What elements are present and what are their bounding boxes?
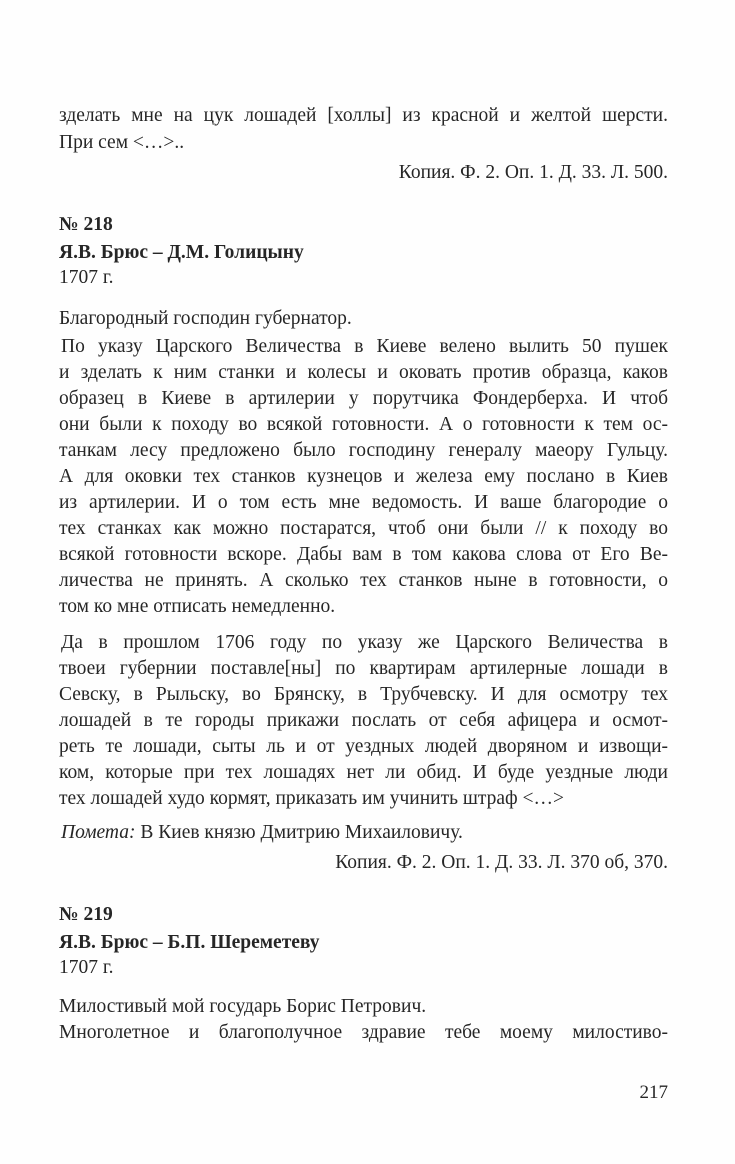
doc218-source-citation: Копия. Ф. 2. Оп. 1. Д. 33. Л. 370 об, 370. (335, 852, 668, 873)
doc218-para2-line: Севску, в Рыльску, во Брянску, в Трубчевску. И для осмотру тех (59, 684, 668, 705)
doc218-para2-line: лошадей в те городы прикажи послать от себя афицера и осмот- (59, 710, 668, 731)
doc219-number: № 219 (59, 904, 113, 925)
doc218-year: 1707 г. (59, 267, 114, 288)
doc218-para1-line: А для оковки тех станков кузнецов и железа ему послано в Киев (59, 466, 668, 487)
doc218-para1-line: образец в Киеве в артилерии у порутчика Фондерберха. И чтоб (59, 388, 668, 409)
intro-source-citation: Копия. Ф. 2. Оп. 1. Д. 33. Л. 500. (398, 162, 668, 183)
doc218-para1-line: По указу Царского Величества в Киеве велено вылить 50 пушек (61, 336, 668, 357)
doc218-para2-line: твоеи губернии поставле[ны] по квартирам артилерные лошади в (59, 658, 668, 679)
doc218-heading: Я.В. Брюс – Д.М. Голицыну (59, 242, 304, 263)
doc218-para1-line: тех станках как можно постаратся, чтоб они были // к походу во (59, 518, 668, 539)
doc218-para1-line: они были к походу во всякой готовности. А о готовности к тем ос- (59, 414, 668, 435)
page-number: 217 (639, 1082, 668, 1103)
intro-line-2: При сем <…>.. (59, 132, 185, 153)
doc218-number: № 218 (59, 214, 113, 235)
doc218-para1-line: из артилерии. И о том есть мне ведомость. И ваше благородие о (59, 492, 668, 513)
doc218-para1-line: том ко мне отписать немедленно. (59, 596, 336, 617)
doc218-salutation: Благородный господин губернатор. (59, 308, 352, 329)
doc219-year: 1707 г. (59, 957, 114, 978)
doc219-salutation: Милостивый мой государь Борис Петрович. (59, 996, 427, 1017)
doc218-para1-line: и зделать к ним станки и колесы и оковать против образца, каков (59, 362, 668, 383)
intro-line-1: зделать мне на цук лошадей [холлы] из красной и желтой шерсти. (59, 105, 668, 126)
doc218-para2-line: тех лошадей худо кормят, приказать им учинить штраф <…> (59, 788, 565, 809)
doc218-para2-line: Да в прошлом 1706 году по указу же Царского Величества в (61, 632, 668, 653)
doc218-para1-line: всякой готовности вскоре. Дабы вам в том какова слова от Его Ве- (59, 544, 668, 565)
doc219-heading: Я.В. Брюс – Б.П. Шереметеву (59, 932, 320, 953)
doc218-para2-line: реть те лошади, сыты ль и от уездных людей дворяном и извощи- (59, 736, 668, 757)
doc218-para2-line: ком, которые при тех лошадях нет ли обид. И буде уездные люди (59, 762, 668, 783)
doc218-note-text: В Киев князю Дмитрию Михаиловичу. (135, 822, 463, 843)
doc218-para1-line: личества не принять. А сколько тех станков ныне в готовности, о (59, 570, 668, 591)
doc218-note (61, 821, 463, 845)
doc219-line: Многолетное и благополучное здравие тебе моему милостиво- (59, 1022, 668, 1043)
doc218-note-label: Помета: (61, 822, 136, 843)
doc218-para1-line: танкам лесу предложено было господину генералу маеору Гульцу. (59, 440, 668, 461)
